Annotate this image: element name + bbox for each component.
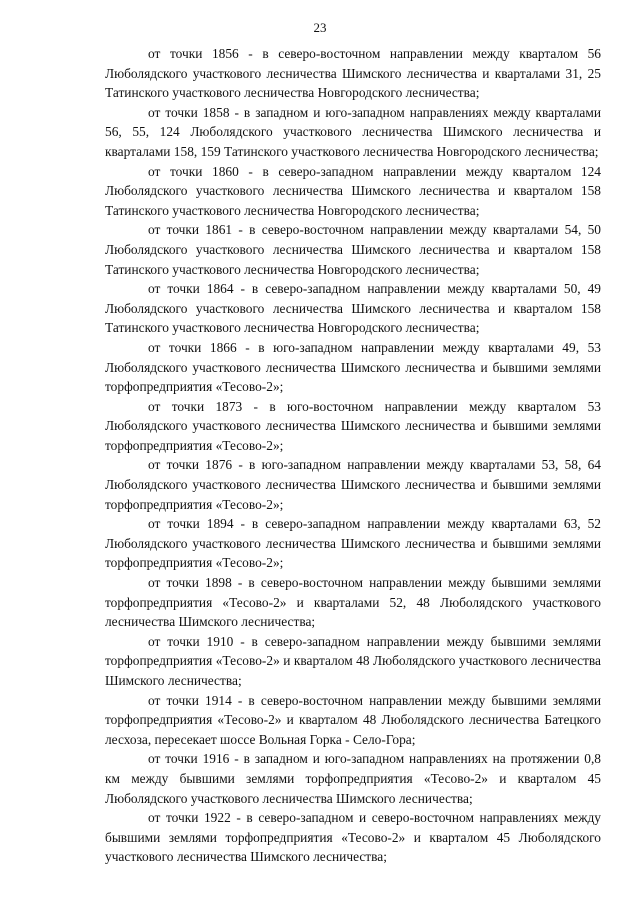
paragraph: от точки 1864 - в северо-западном направлении между кварталами 50, 49 Люболядского участкового лесничества Шимского лесничества и кварталом 158 Татинского участкового лесничества Новгородского лесничества; bbox=[105, 281, 601, 336]
paragraph: от точки 1860 - в северо-западном направлении между кварталом 124 Люболядского участкового лесничества Шимского лесничества и кварталом 158 Татинского участкового лесничества Новгородского лесничества; bbox=[105, 163, 601, 218]
paragraph: от точки 1894 - в северо-западном направлении между кварталами 63, 52 Люболядского участкового лесничества Шимского лесничества и бывшими землями торфопредприятия «Тесово-2»; bbox=[105, 516, 601, 571]
page-number: 23 bbox=[313, 20, 327, 35]
paragraph: от точки 1856 - в северо-восточном направлении между кварталом 56 Люболядского участкового лесничества Шимского лесничества и кварталами 31, 25 Татинского участкового лесничества Новгородского лесничества; bbox=[105, 46, 601, 101]
paragraph: от точки 1916 - в западном и юго-западном направлениях на протяжении 0,8 км между бывшими землями торфопредприятия «Тесово-2» и кварталом 45 Люболядского участкового лесничества Шимского лесничества; bbox=[105, 751, 601, 806]
paragraph: от точки 1866 - в юго-западном направлении между кварталами 49, 53 Люболядского участкового лесничества Шимского лесничества и бывшими землями торфопредприятия «Тесово-2»; bbox=[105, 339, 601, 395]
paragraph: от точки 1873 - в юго-восточном направлении между кварталом 53 Люболядского участкового лесничества Шимского лесничества и бывшими землями торфопредприятия «Тесово-2»; bbox=[105, 398, 601, 453]
paragraph: от точки 1898 - в северо-восточном направлении между бывшими землями торфопредприятия «Тесово-2» и кварталами 52, 48 Люболядского участкового лесничества Шимского лесничества; bbox=[105, 575, 601, 630]
document-body bbox=[105, 44, 601, 867]
paragraph: от точки 1922 - в северо-западном и северо-восточном направлениях между бывшими землями торфопредприятия «Тесово-2» и кварталом 45 Люболядского участкового лесничества Шимского лесничества; bbox=[105, 810, 601, 865]
paragraph: от точки 1858 - в западном и юго-западном направлениях между кварталами 56, 55, 124 Люболядского участкового лесничества Шимского лесничества и кварталами 158, 159 Татинского участкового лесничества Новгородского лесничества; bbox=[105, 104, 601, 159]
paragraph: от точки 1914 - в северо-восточном направлении между бывшими землями торфопредприятия «Тесово-2» и кварталом 48 Люболядского лесничества Батецкого лесхоза, пересекает шоссе Вольная Горка - Село-Гора; bbox=[105, 692, 601, 747]
paragraph: от точки 1861 - в северо-восточном направлении между кварталами 54, 50 Люболядского участкового лесничества Шимского лесничества и кварталом 158 Татинского участкового лесничества Новгородского лесничества; bbox=[105, 222, 601, 277]
paragraph: от точки 1876 - в юго-западном направлении между кварталами 53, 58, 64 Люболядского участкового лесничества Шимского лесничества и бывшими землями торфопредприятия «Тесово-2»; bbox=[105, 457, 601, 512]
paragraph: от точки 1910 - в северо-западном направлении между бывшими землями торфопредприятия «Тесово-2» и кварталом 48 Люболядского участкового лесничества Шимского лесничества; bbox=[105, 633, 601, 688]
